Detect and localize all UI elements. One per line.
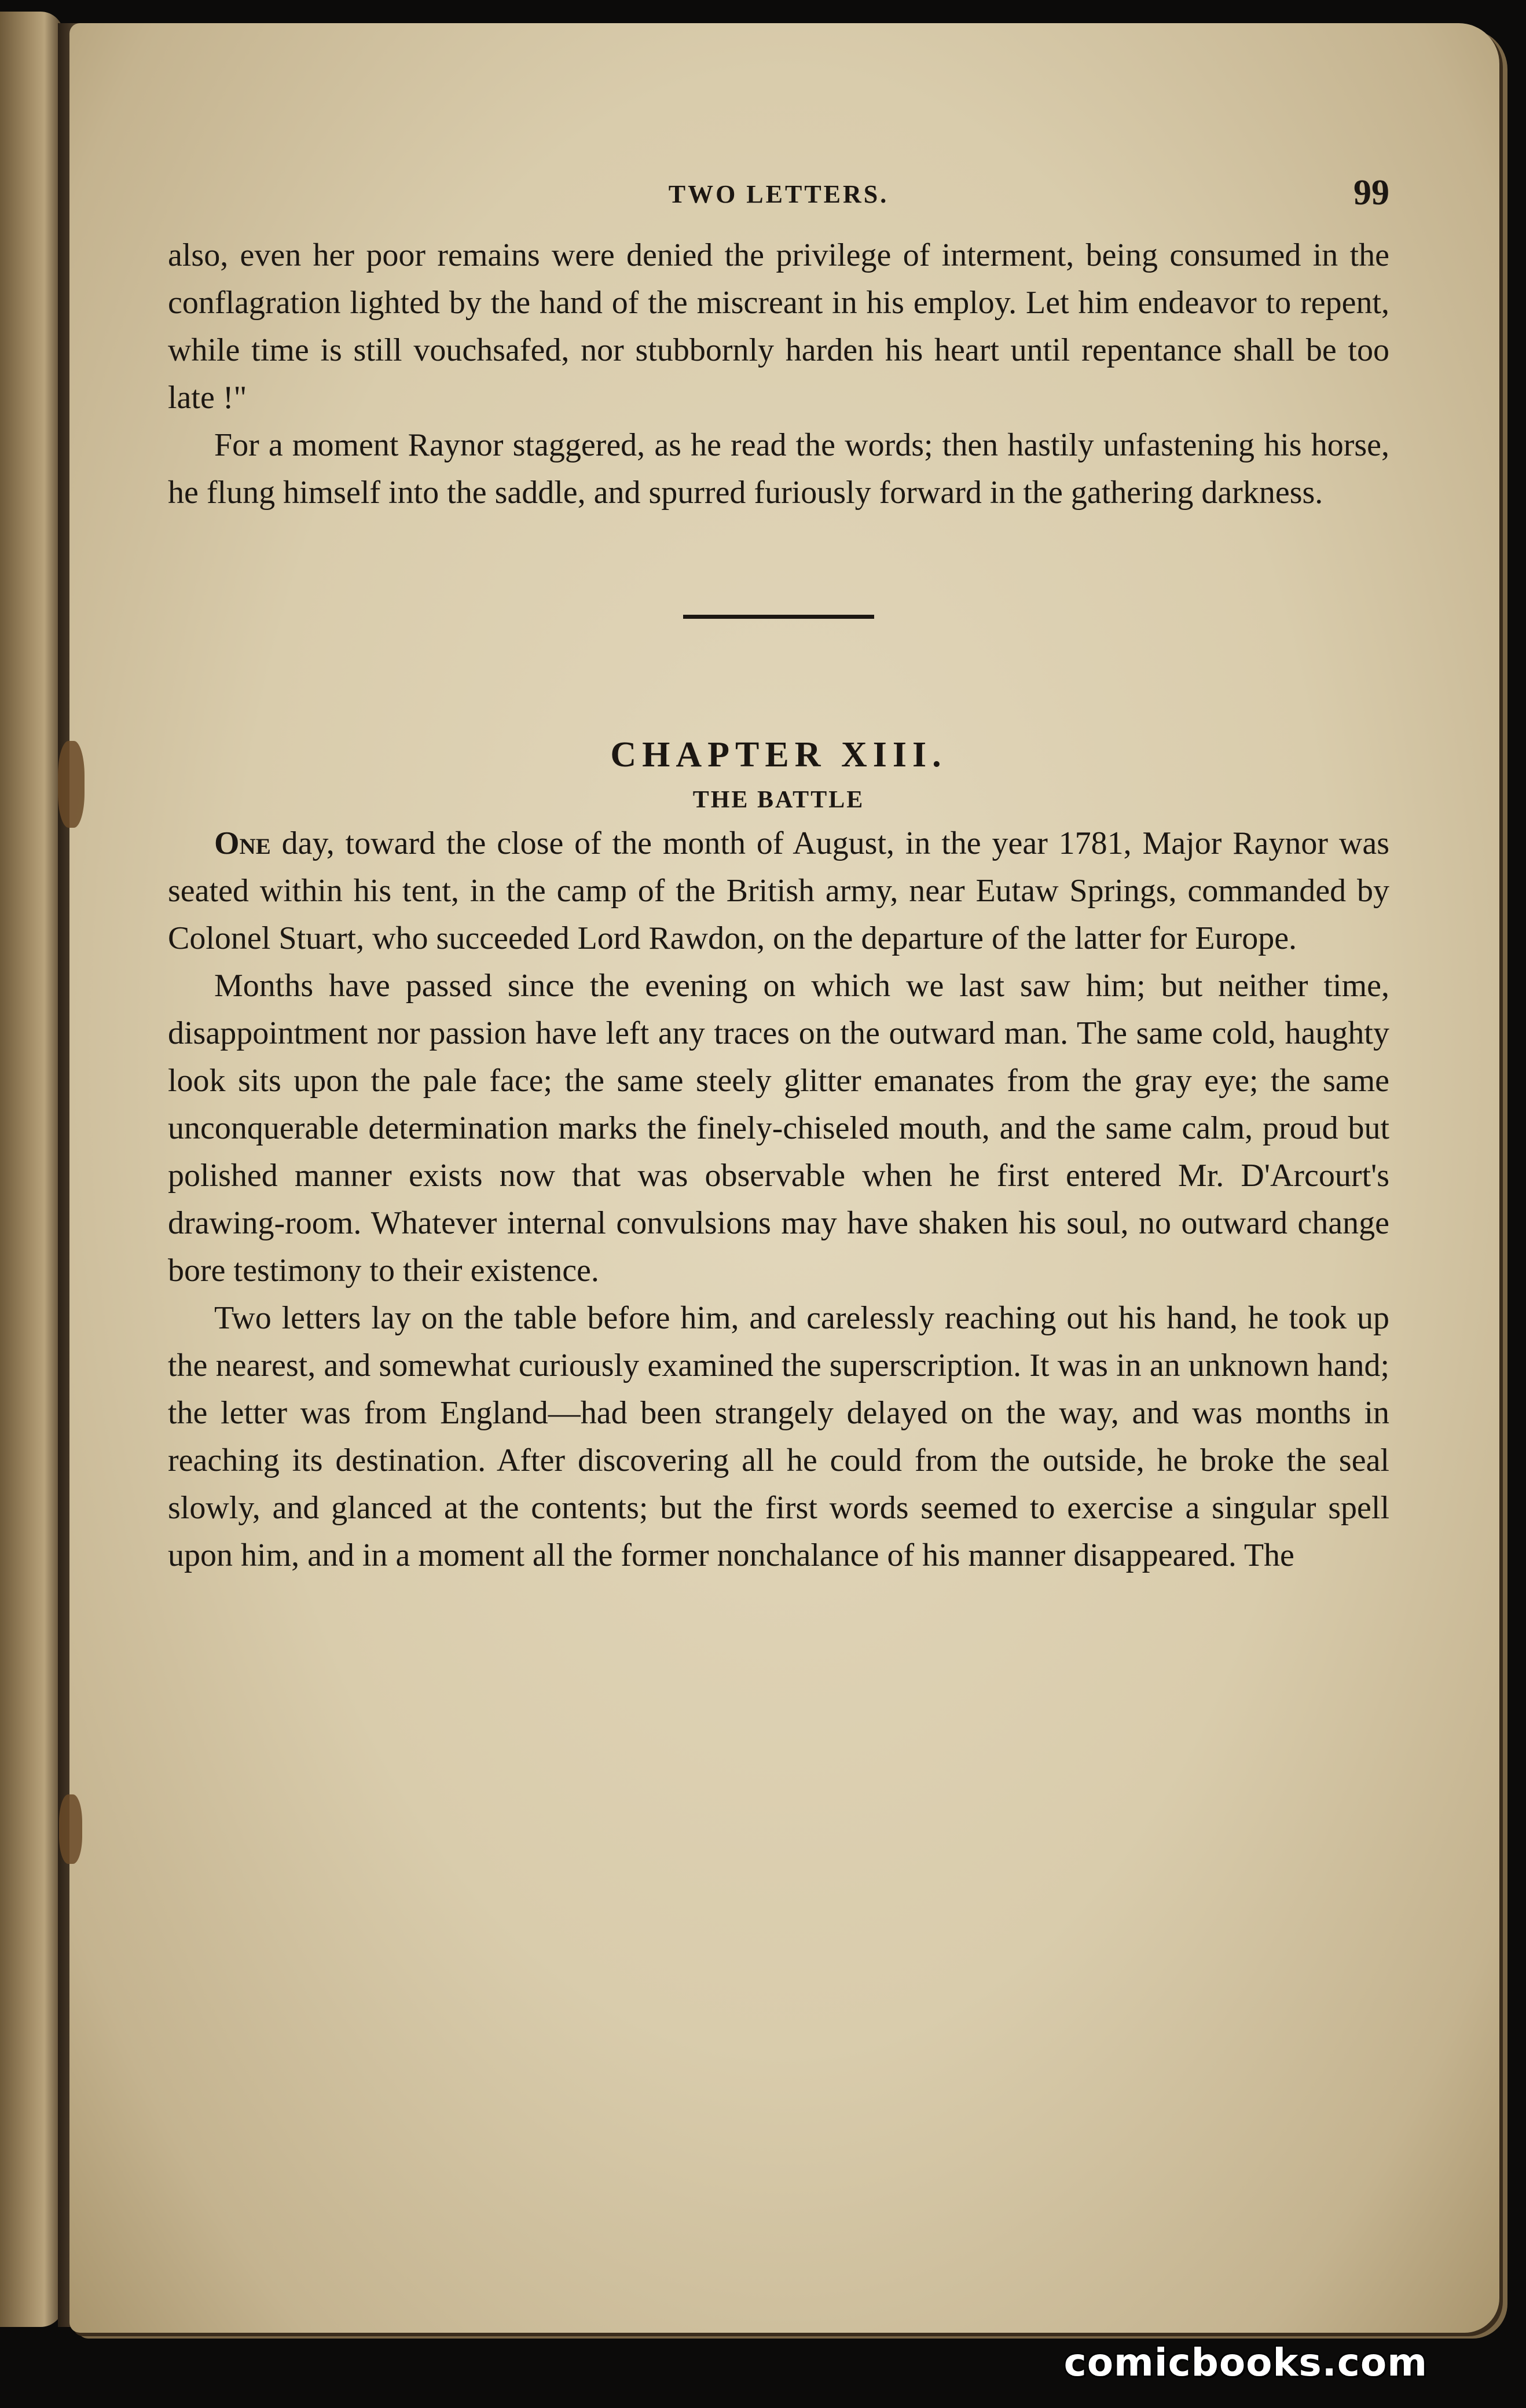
paragraph: also, even her poor remains were denied the privilege of interment, being consumed in the conflagration lighted by the hand of the miscreant in his employ. Let him endeavor to repent, while time is still vouchsafed, nor stubbornly harden his heart until repentance shall be too late !": [168, 237, 1389, 416]
body-text: [168, 232, 1389, 516]
paragraph: Months have passed since the evening on which we last saw him; but neither time, disappointment nor passion have left any traces on the outward man. The same cold, haughty look sits upon the pale face; the same steely glitter emanates from the gray eye; the same unconquerable determination marks the finely-chiseled mouth, and the same calm, proud but polished manner exists now that was observable when he first entered Mr. D'Arcourt's drawing-room. Whatever internal convulsions may have shaken his soul, no outward change bore testimony to their existence.: [168, 968, 1389, 1289]
chapter-text: [168, 820, 1389, 1579]
paragraph: Two letters lay on the table before him, and carelessly reaching out his hand, he took up the nearest, and somewhat curiously examined the superscription. It was in an unknown hand; the letter was from England—had been strangely delayed on the way, and was months in reaching its destination. After discovering all he could from the outside, he broke the seal slowly, and glanced at the contents; but the first words seemed to exercise a singular spell upon him, and in a moment all the former nonchalance of his manner disappeared. The: [168, 1300, 1389, 1573]
facing-page-edge: [0, 12, 64, 2327]
paragraph: [168, 820, 1389, 962]
book-page: [69, 23, 1499, 2333]
paragraph: For a moment Raynor staggered, as he read the words; then hastily unfastening his horse, he flung himself into the saddle, and spurred furiously forward in the gathering darkness.: [168, 427, 1389, 511]
running-head: [168, 156, 1389, 214]
section-divider: [683, 615, 874, 619]
watermark: comicbooks.com: [1063, 2340, 1428, 2385]
binding-stain: [59, 1794, 82, 1864]
chapter-subtitle: THE BATTLE: [692, 787, 865, 813]
page-content: [168, 156, 1389, 1579]
lead-word: One: [214, 825, 271, 861]
binding-stain: [58, 741, 85, 828]
running-title: TWO LETTERS.: [668, 180, 889, 208]
chapter-heading: CHAPTER XIII.: [610, 735, 947, 774]
page-number: 99: [1353, 173, 1389, 212]
paragraph-text: day, toward the close of the month of August, in the year 1781, Major Raynor was seated within his tent, in the camp of the British army, near Eutaw Springs, commanded by Colonel Stuart, who succeeded Lord Rawdon, on the departure of the latter for Europe.: [168, 825, 1389, 956]
